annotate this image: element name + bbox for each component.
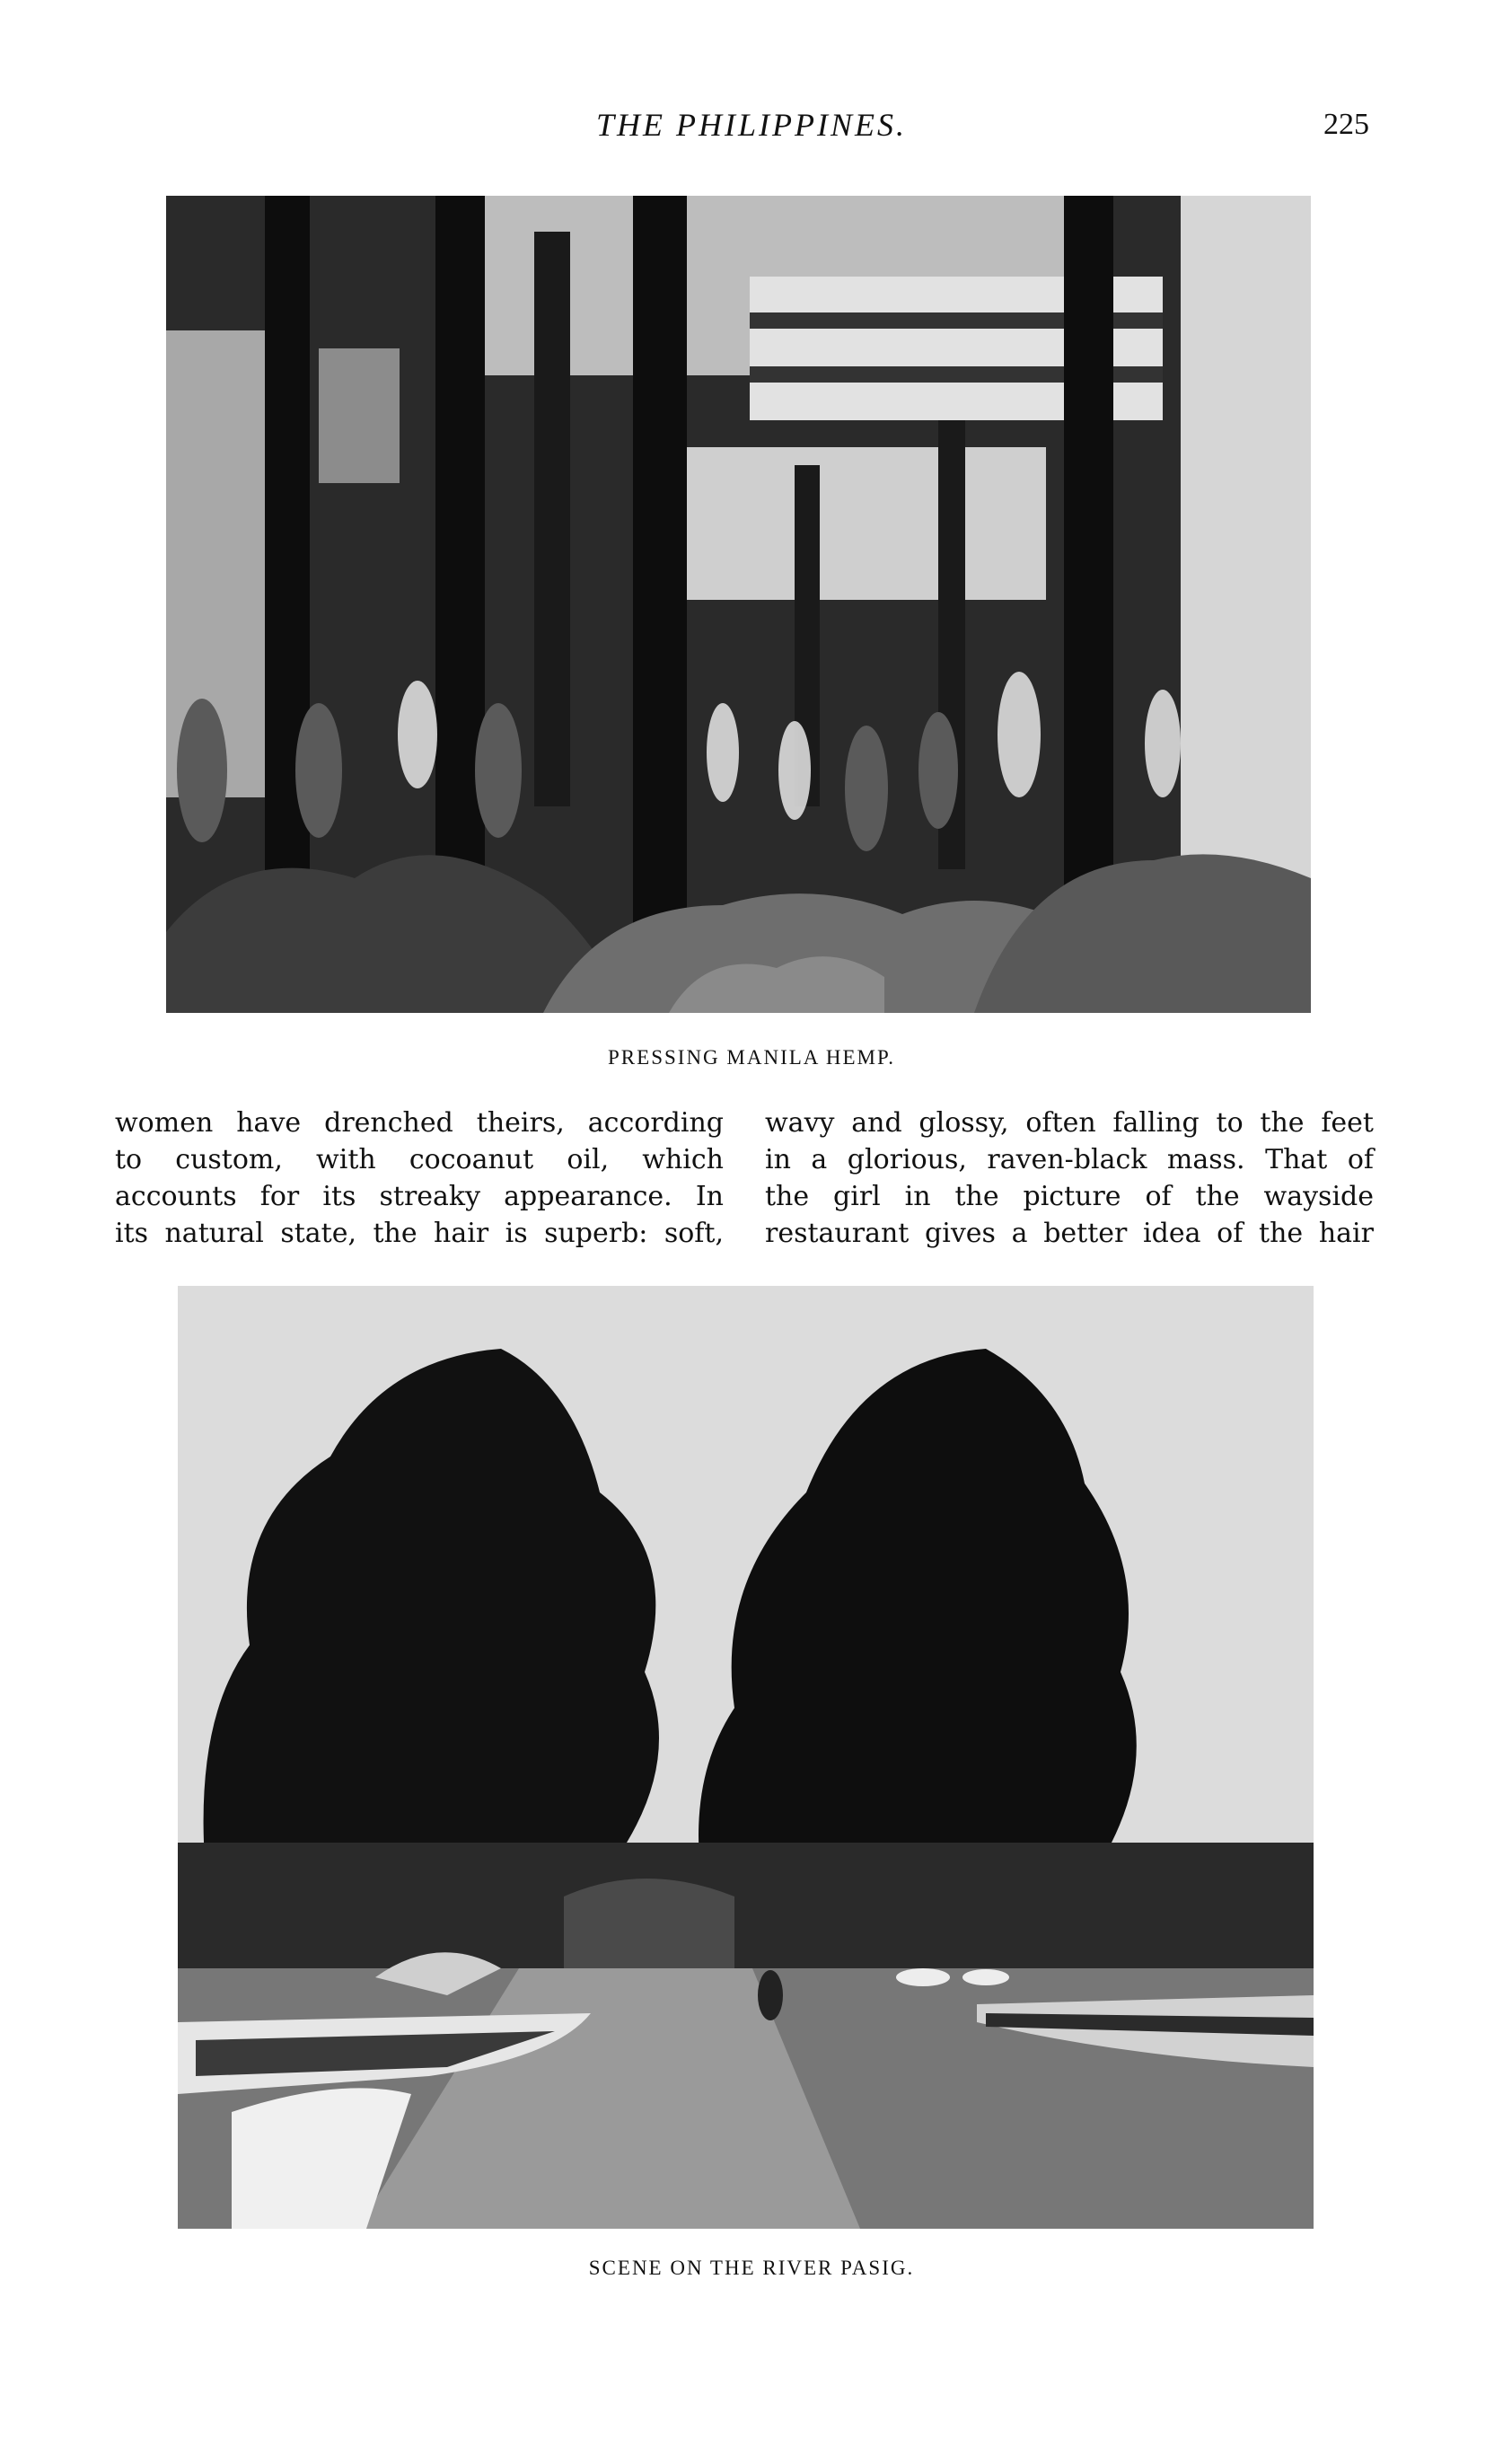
page-number: 225	[1323, 108, 1369, 141]
text-line: restaurant gives a better idea of the hair	[765, 1218, 1374, 1249]
text-line: wavy and glossy, often falling to the feet	[765, 1107, 1374, 1139]
photo-river-pasig-drawing	[178, 1286, 1314, 2229]
text-line: to custom, with cocoanut oil, which	[115, 1144, 724, 1175]
text-line: its natural state, the hair is superb: soft,	[115, 1218, 724, 1249]
figure-caption: SCENE ON THE RIVER PASIG.	[588, 2257, 915, 2279]
body-column-right	[765, 1104, 1374, 1252]
photo-river-pasig	[178, 1286, 1314, 2229]
text-line: in a glorious, raven-black mass. That of	[765, 1144, 1374, 1175]
photo-pressing-manila-hemp-drawing	[166, 196, 1311, 1013]
figure-caption: PRESSING MANILA HEMP.	[608, 1046, 895, 1069]
text-line: accounts for its streaky appearance. In	[115, 1181, 724, 1212]
text-line: the girl in the picture of the wayside	[765, 1181, 1374, 1212]
text-line: women have drenched theirs, according	[115, 1107, 724, 1139]
photo-pressing-manila-hemp	[166, 196, 1311, 1013]
body-column-left	[115, 1104, 724, 1252]
running-title: THE PHILIPPINES.	[596, 107, 907, 143]
